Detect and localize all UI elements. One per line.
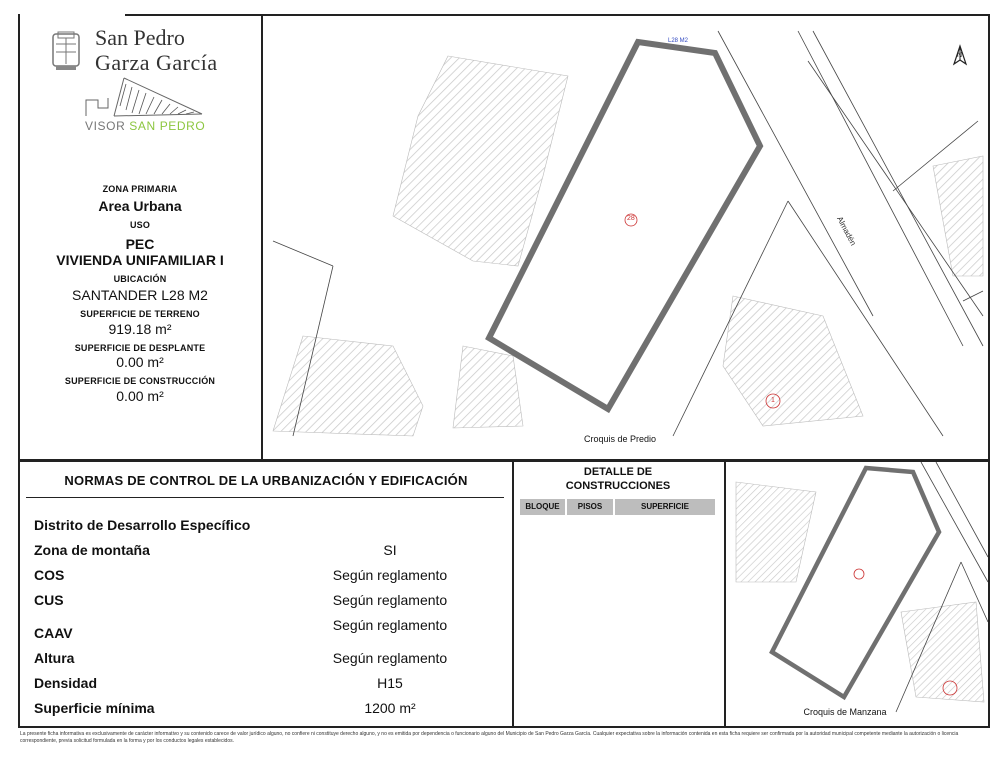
visor-logo-icon [84, 76, 204, 118]
municipality-name-line1: San Pedro [95, 25, 185, 50]
footer-disclaimer: La presente ficha informativa es exclusivamente de carácter informativo y su contenido carece de valor jurídico alguno, no confiere ni constituye derecho alguno, y no es emitida por dependencia o funcionario alguno del Municipio de San Pedro Garza García. Cualquier expectativa sobre la información contenida en esta ficha requiere ser confirmada por la autoridad municipal competente mediante la autorización o licencia correspondiente, previa solicitud formulada en la forma y por los conductos legales establecidos. [20, 731, 959, 744]
uso-label: USO [129, 220, 151, 230]
norma-label: Altura [34, 650, 75, 666]
municipality-name-line2: Garza García [95, 50, 218, 75]
norma-value: H15 [377, 675, 403, 691]
construcciones-title [514, 465, 722, 493]
north-label: N [957, 52, 963, 59]
manzana-map[interactable] [726, 462, 988, 726]
zona-primaria-label: ZONA PRIMARIA [102, 184, 178, 194]
col-header-superficie: SUPERFICIE [615, 499, 715, 515]
sup-construccion-label: SUPERFICIE DE CONSTRUCCIÓN [64, 376, 216, 386]
construcciones-title-line2: CONSTRUCCIONES [565, 480, 671, 492]
ubicacion-value: SANTANDER L28 M2 [72, 287, 208, 303]
norma-label: Zona de montaña [34, 542, 150, 558]
visor-logo-text [85, 119, 205, 133]
predio-caption: Croquis de Predio [583, 434, 657, 444]
ubicacion-label: UBICACIÓN [113, 274, 167, 284]
norma-value: Según reglamento [332, 617, 448, 633]
norma-value: SI [383, 542, 397, 558]
visor-logo-left: VISOR [85, 119, 126, 133]
sup-terreno-value: 919.18 m² [108, 321, 172, 337]
predio-map[interactable] [263, 16, 988, 459]
street-name-label: Almadén [835, 215, 858, 248]
norma-value: Según reglamento [332, 592, 448, 608]
norma-label: Distrito de Desarrollo Específico [34, 517, 251, 533]
info-panel [20, 184, 260, 404]
visor-logo-right: SAN PEDRO [129, 119, 206, 133]
lot-top-label: L28 M2 [668, 38, 689, 44]
norma-label: CAAV [34, 625, 73, 641]
norma-label: CUS [34, 592, 64, 608]
uso-value-2: VIVIENDA UNIFAMILIAR I [56, 252, 224, 268]
sup-desplante-value: 0.00 m² [116, 354, 164, 370]
norma-value: Según reglamento [332, 650, 448, 666]
norma-value: 1200 m² [364, 700, 416, 716]
normas-title-underline [26, 497, 504, 498]
norma-label: Densidad [34, 675, 98, 691]
col-header-bloque: BLOQUE [520, 499, 565, 515]
sup-terreno-label: SUPERFICIE DE TERRENO [80, 309, 200, 319]
normas-divider [512, 460, 514, 727]
normas-title: NORMAS DE CONTROL DE LA URBANIZACIÓN Y EDIFICACIÓN [64, 473, 468, 488]
sup-desplante-label: SUPERFICIE DE DESPLANTE [74, 343, 206, 353]
zona-primaria-value: Area Urbana [98, 198, 182, 214]
sup-construccion-value: 0.00 m² [116, 388, 164, 404]
municipal-seal-icon [50, 30, 82, 72]
uso-value-1: PEC [125, 236, 155, 252]
norma-value: Según reglamento [332, 567, 448, 583]
neighbor-number-label: 1 [771, 397, 775, 404]
construcciones-title-line1: DETALLE DE [583, 466, 653, 478]
lot-number-label: 28 [627, 215, 635, 222]
norma-label: Superficie mínima [34, 700, 155, 716]
manzana-caption: Croquis de Manzana [803, 707, 887, 717]
col-header-pisos: PISOS [567, 499, 613, 515]
norma-label: COS [34, 567, 65, 583]
